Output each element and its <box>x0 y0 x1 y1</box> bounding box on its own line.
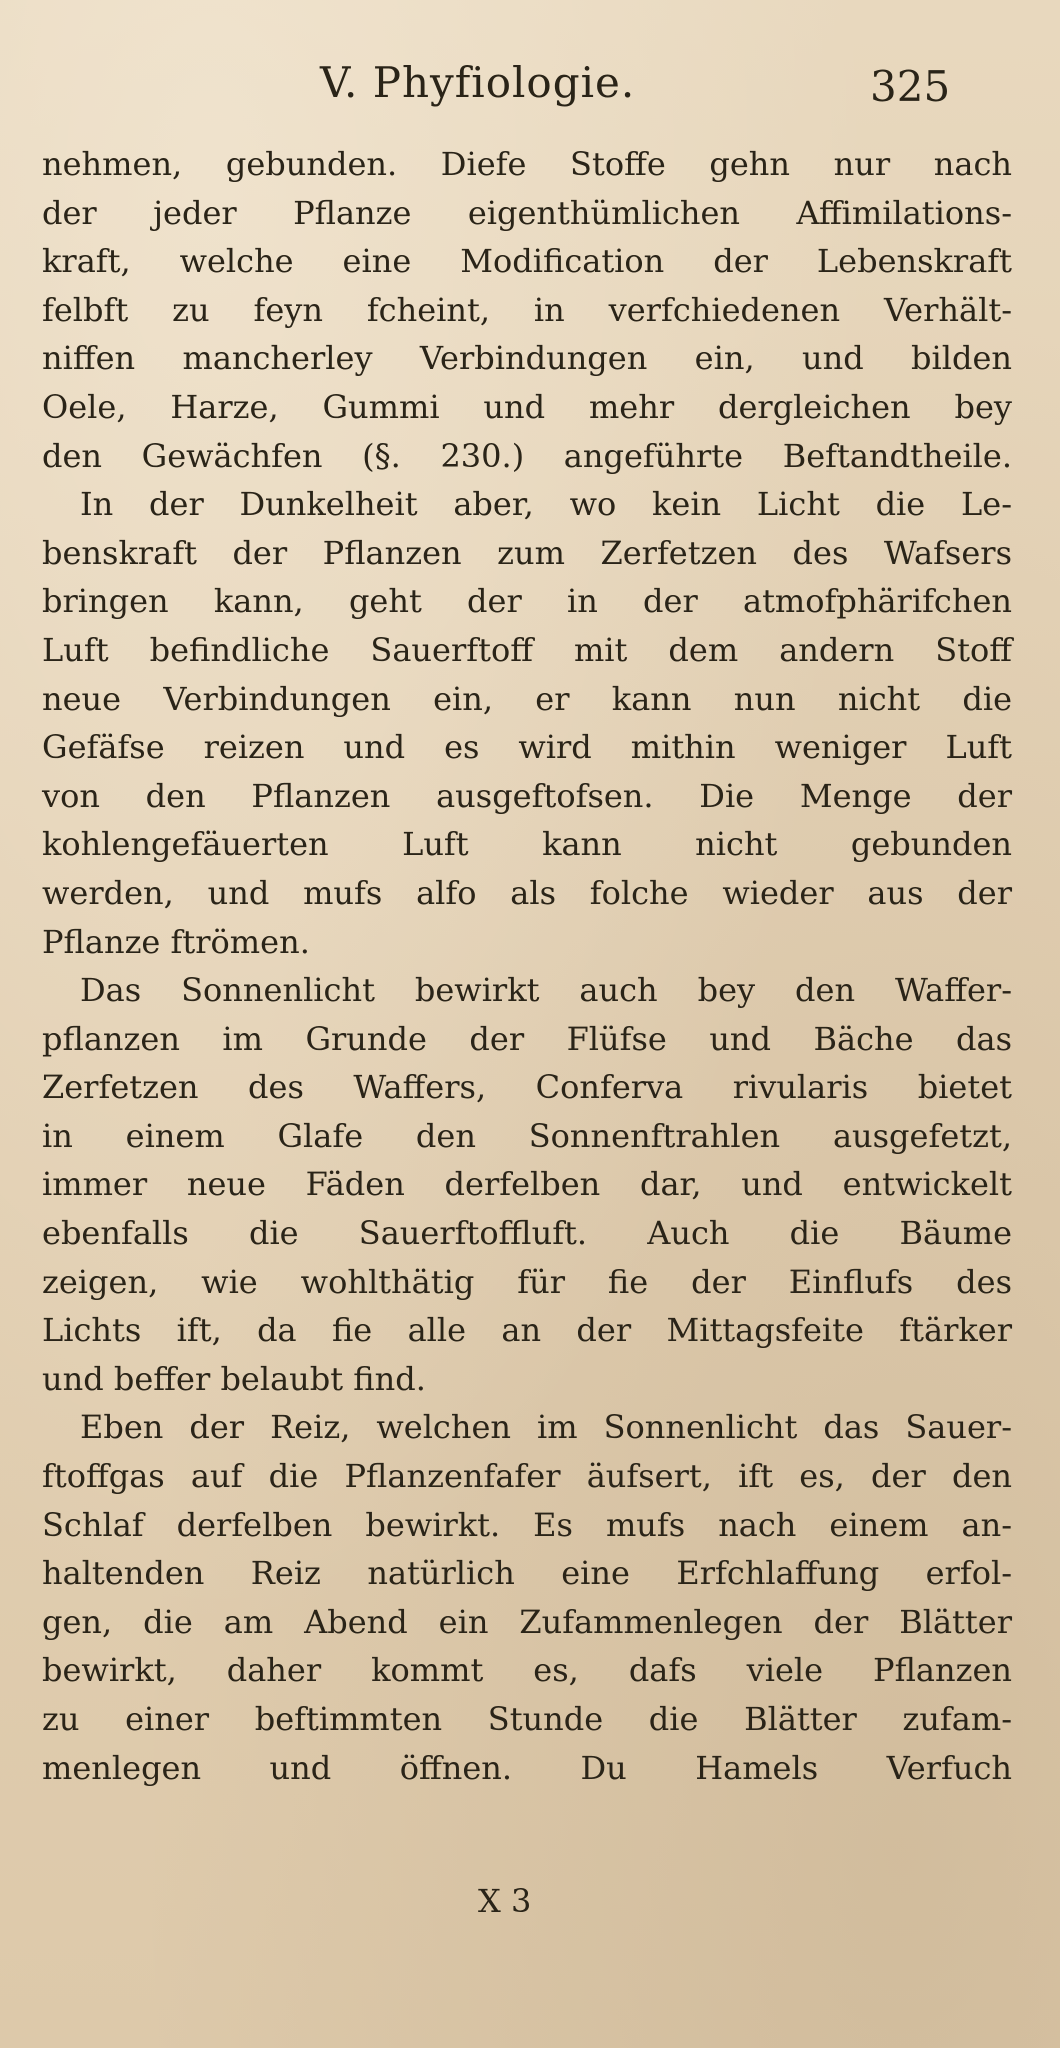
paragraph-start-line: In der Dunkelheit aber, wo kein Licht die Le- <box>80 485 1012 524</box>
text-line: zeigen, wie wohlthätig für fie der Einflufs des <box>42 1262 1012 1301</box>
page-number: 325 <box>870 62 951 111</box>
paragraph-start-line: Eben der Reiz, welchen im Sonnenlicht das Sauer- <box>80 1408 1012 1447</box>
text-line: pflanzen im Grunde der Flüfse und Bäche das <box>42 1019 1012 1058</box>
text-line: ebenfalls die Sauerftoffluft. Auch die Bäume <box>42 1214 1012 1253</box>
text-line: bewirkt, daher kommt es, dafs viele Pflanzen <box>42 1651 1012 1690</box>
text-line: den Gewächfen (§. 230.) angeführte Beftandtheile. <box>42 436 1012 475</box>
text-line: Luft befindliche Sauerftoff mit dem andern Stoff <box>42 630 1012 669</box>
text-line: niffen mancherley Verbindungen ein, und bilden <box>42 339 1012 378</box>
text-line: ftoffgas auf die Pflanzenfafer äufsert, ift es, der den <box>42 1457 1012 1496</box>
text-line: neue Verbindungen ein, er kann nun nicht die <box>42 679 1012 718</box>
text-line: der jeder Pflanze eigenthümlichen Affimilations- <box>42 193 1012 232</box>
paragraph-end-line: und beffer belaubt find. <box>42 1359 426 1398</box>
text-line: menlegen und öffnen. Du Hamels Verfuch <box>42 1748 1012 1787</box>
page-header <box>0 58 1060 128</box>
text-line: haltenden Reiz natürlich eine Erfchlaffung erfol- <box>42 1554 1012 1593</box>
text-line: nehmen, gebunden. Diefe Stoffe gehn nur nach <box>42 145 1012 183</box>
text-line: werden, und mufs alfo als folche wieder aus der <box>42 873 1012 912</box>
text-line: kraft, welche eine Modification der Lebenskraft <box>42 242 1012 281</box>
text-line: gen, die am Abend ein Zufammenlegen der Blätter <box>42 1602 1012 1641</box>
text-line: Zerfetzen des Waffers, Conferva rivularis bietet <box>42 1068 1012 1107</box>
text-line: bringen kann, geht der in der atmofphärifchen <box>42 582 1012 621</box>
text-line: zu einer beftimmten Stunde die Blätter zufam- <box>42 1700 1012 1738</box>
text-line: felbft zu feyn fcheint, in verfchiedenen Verhält- <box>42 290 1012 329</box>
text-line: benskraft der Pflanzen zum Zerfetzen des Wafsers <box>42 533 1012 572</box>
text-line: Oele, Harze, Gummi und mehr dergleichen bey <box>42 387 1012 426</box>
text-line: in einem Glafe den Sonnenftrahlen ausgefetzt, <box>42 1116 1012 1155</box>
text-line: Lichts ift, da fie alle an der Mittagsfeite ftärker <box>42 1311 1012 1350</box>
body-text <box>42 140 1012 1792</box>
text-line: von den Pflanzen ausgeftofsen. Die Menge der <box>42 776 1012 815</box>
text-line: kohlengefäuerten Luft kann nicht gebunden <box>42 825 1012 864</box>
text-line: Gefäfse reizen und es wird mithin weniger Luft <box>42 728 1012 767</box>
signature-mark: X 3 <box>478 1882 532 1920</box>
running-head: V. Phyfiologie. <box>320 58 636 107</box>
text-line: immer neue Fäden derfelben dar, und entwickelt <box>42 1165 1012 1204</box>
paragraph-start-line: Das Sonnenlicht bewirkt auch bey den Waffer- <box>80 971 1012 1010</box>
paragraph-end-line: Pflanze ftrömen. <box>42 922 310 961</box>
text-line: Schlaf derfelben bewirkt. Es mufs nach einem an- <box>42 1505 1012 1544</box>
